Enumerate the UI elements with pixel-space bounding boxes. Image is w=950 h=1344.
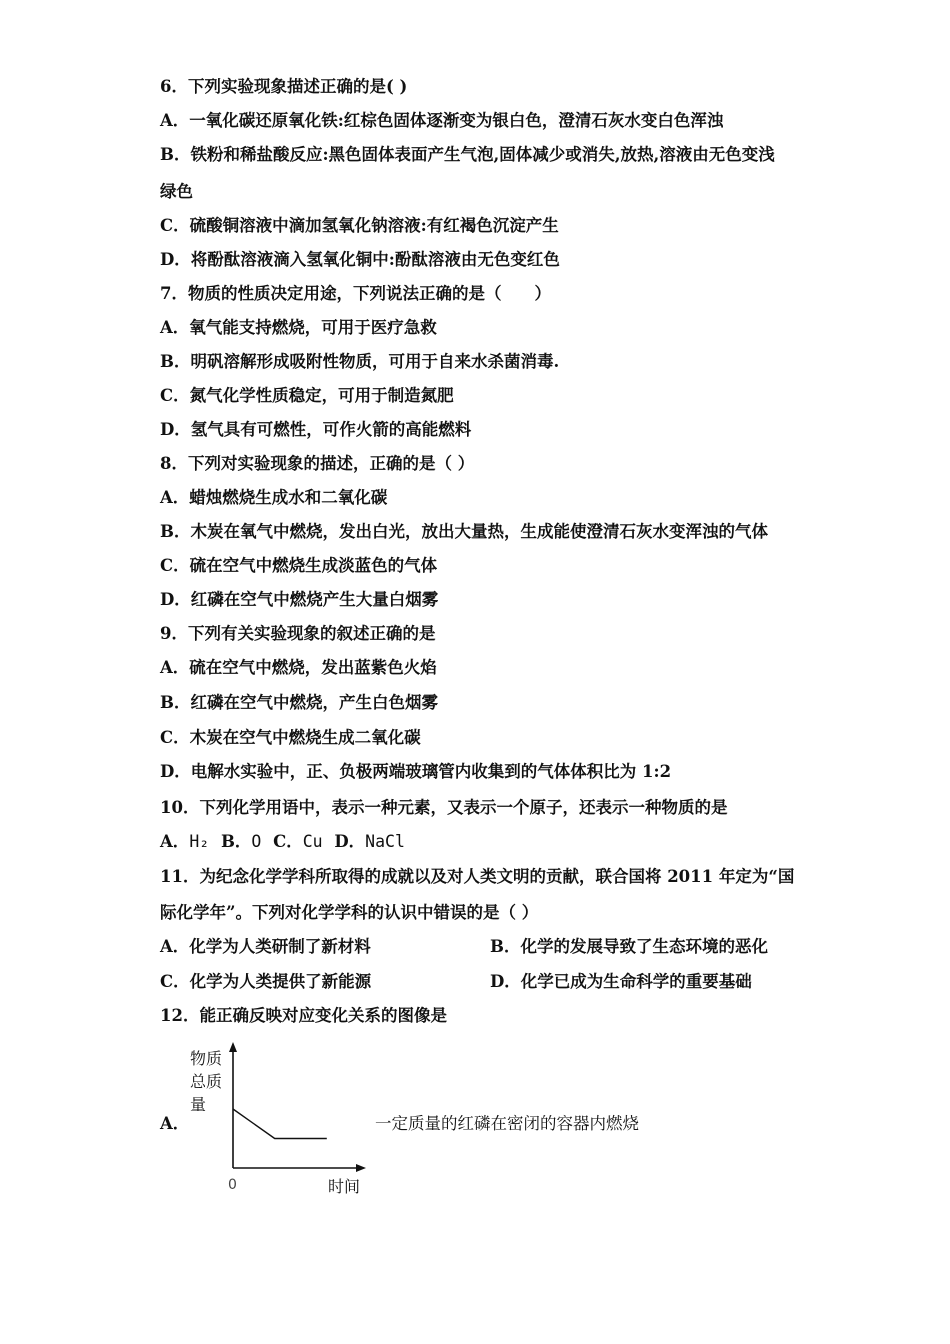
q10-option-c-label: C． (273, 832, 303, 851)
q7-option-a: A．氧气能支持燃烧，可用于医疗急救 (160, 318, 437, 337)
chart-origin-label: 0 (228, 1177, 237, 1193)
q6-option-b-line2: 绿色 (160, 182, 193, 201)
q11-option-b: B．化学的发展导致了生态环境的恶化 (490, 937, 768, 956)
q6-option-c: C．硫酸铜溶液中滴加氢氧化钠溶液:有红褐色沉淀产生 (160, 216, 559, 235)
q8-option-a: A．蜡烛燃烧生成水和二氧化碳 (160, 488, 388, 507)
q7-option-d: D．氢气具有可燃性，可作火箭的高能燃料 (160, 420, 472, 439)
q12-stem: 12．能正确反映对应变化关系的图像是 (160, 1006, 447, 1025)
chart-y-axis-arrow (229, 1042, 237, 1052)
q9-option-d: D．电解水实验中，正、负极两端玻璃管内收集到的气体体积比为 1:2 (160, 762, 672, 781)
q10-option-d-value: NaCl (365, 832, 405, 851)
chart-series-line-0 (233, 1109, 327, 1139)
chart-ylabel-line1: 物质 (190, 1049, 223, 1068)
q10-option-a-label: A． (160, 832, 190, 851)
chart-xlabel: 时间 (328, 1177, 361, 1196)
chart-ylabel-line2: 总质 (190, 1072, 223, 1091)
chart-series-group (233, 1109, 327, 1139)
q9-option-a: A．硫在空气中燃烧，发出蓝紫色火焰 (160, 658, 437, 677)
q6-option-d: D．将酚酞溶液滴入氢氧化铜中:酚酞溶液由无色变红色 (160, 250, 560, 269)
q11-option-d: D．化学已成为生命科学的重要基础 (490, 972, 752, 991)
q10-option-d-label: D． (334, 832, 366, 851)
q12-option-a-label: A． (160, 1114, 190, 1133)
q7-option-b: B．明矾溶解形成吸附性物质，可用于自来水杀菌消毒. (160, 352, 560, 371)
q10-option-b-value: O (251, 832, 262, 851)
q11-option-a: A．化学为人类研制了新材料 (160, 937, 371, 956)
q11-stem-line2: 际化学年”。下列对化学学科的认识中错误的是（ ） (160, 903, 539, 922)
q10-option-c-value: Cu (302, 832, 323, 851)
q8-stem: 8．下列对实验现象的描述，正确的是（ ） (160, 454, 475, 473)
q11-stem-line1: 11．为纪念化学学科所取得的成就以及对人类文明的贡献，联合国将 2011 年定为“国 (160, 867, 795, 886)
q10-option-a-value: H₂ (189, 832, 210, 851)
chart-axes (229, 1042, 366, 1172)
q8-option-d: D．红磷在空气中燃烧产生大量白烟雾 (160, 590, 439, 609)
q8-option-c: C．硫在空气中燃烧生成淡蓝色的气体 (160, 556, 438, 575)
q10-option-b-label: B． (220, 832, 252, 851)
q6-stem: 6．下列实验现象描述正确的是( ) (160, 77, 408, 96)
q12-option-a-description: 一定质量的红磷在密闭的容器内燃烧 (375, 1114, 639, 1133)
q11-option-c: C．化学为人类提供了新能源 (160, 972, 372, 991)
q7-stem: 7．物质的性质决定用途，下列说法正确的是（ ） (160, 284, 551, 303)
q8-option-b: B．木炭在氧气中燃烧，发出白光，放出大量热，生成能使澄清石灰水变浑浊的气体 (160, 522, 768, 541)
chart-ylabel-line3: 量 (190, 1095, 207, 1114)
q6-option-b-line1: B．铁粉和稀盐酸反应:黑色固体表面产生气泡,固体减少或消失,放热,溶液由无色变浅 (160, 145, 775, 164)
chart-x-axis-arrow (356, 1164, 366, 1172)
q9-option-b: B．红磷在空气中燃烧，产生白色烟雾 (160, 693, 438, 712)
q6-option-a: A．一氧化碳还原氧化铁:红棕色固体逐渐变为银白色，澄清石灰水变白色浑浊 (160, 111, 724, 130)
q9-option-c: C．木炭在空气中燃烧生成二氧化碳 (160, 728, 421, 747)
q7-option-c: C．氮气化学性质稳定，可用于制造氮肥 (160, 386, 454, 405)
q9-stem: 9．下列有关实验现象的叙述正确的是 (160, 624, 436, 643)
q10-stem: 10．下列化学用语中，表示一种元素，又表示一个原子，还表示一种物质的是 (160, 798, 728, 817)
